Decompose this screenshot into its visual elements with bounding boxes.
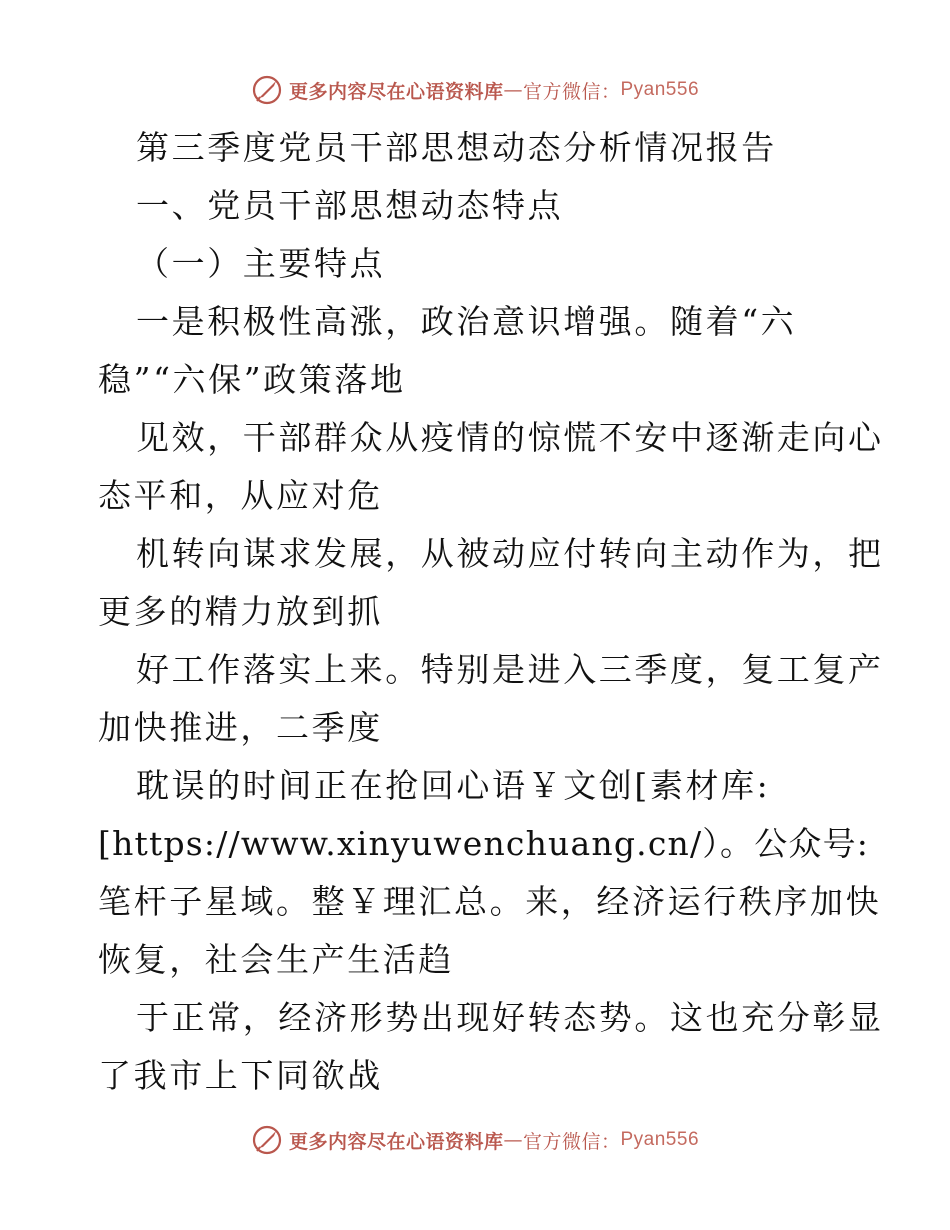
text-line: 见效，干部群众从疫情的惊慌不安中逐渐走向心 — [136, 418, 884, 457]
text-line: 于正常，经济形势出现好转态势。这也充分彰显 — [136, 998, 884, 1037]
text-line: 态平和，从应对危 — [98, 476, 383, 515]
section-heading: 一、党员干部思想动态特点 — [136, 186, 564, 225]
footer-banner-wechat-label: 官方微信： — [522, 1130, 621, 1153]
header-banner-wechat-id: Pyan556 — [620, 79, 700, 100]
quill-logo-icon — [251, 1124, 283, 1156]
subsection-heading: （一）主要特点 — [136, 244, 386, 283]
text-line: 好工作落实上来。特别是进入三季度，复工复产 — [136, 650, 884, 689]
document-title: 第三季度党员干部思想动态分析情况报告 — [136, 128, 777, 167]
text-line: 笔杆子星域。整￥理汇总。来，经济运行秩序加快 — [98, 882, 882, 921]
text-line: 稳”“六保”政策落地 — [98, 360, 406, 399]
header-watermark-banner — [0, 70, 950, 110]
text-line: 一是积极性高涨，政治意识增强。随着“六 — [136, 302, 797, 341]
quill-logo-icon — [251, 74, 283, 106]
text-line: 耽误的时间正在抢回心语￥文创[素材库: — [136, 766, 771, 805]
text-line: 了我市上下同欲战 — [98, 1056, 383, 1095]
header-banner-wechat-label: 官方微信： — [522, 80, 621, 103]
footer-banner-text: 更多内容尽在心语资料库 — [288, 1130, 504, 1153]
text-line-url: [https://www.xinyuwenchuang.cn/）。公众号: — [98, 824, 870, 863]
footer-banner-dash: — — [503, 1129, 523, 1151]
text-line: 机转向谋求发展，从被动应付转向主动作为，把 — [136, 534, 884, 573]
header-banner-text: 更多内容尽在心语资料库 — [288, 80, 504, 103]
text-line: 加快推进，二季度 — [98, 708, 383, 747]
text-line: 更多的精力放到抓 — [98, 592, 383, 631]
text-line: 恢复，社会生产生活趋 — [98, 940, 454, 979]
footer-watermark-banner — [0, 1120, 950, 1160]
footer-banner-wechat-id: Pyan556 — [620, 1129, 700, 1150]
header-banner-dash: — — [503, 79, 523, 101]
